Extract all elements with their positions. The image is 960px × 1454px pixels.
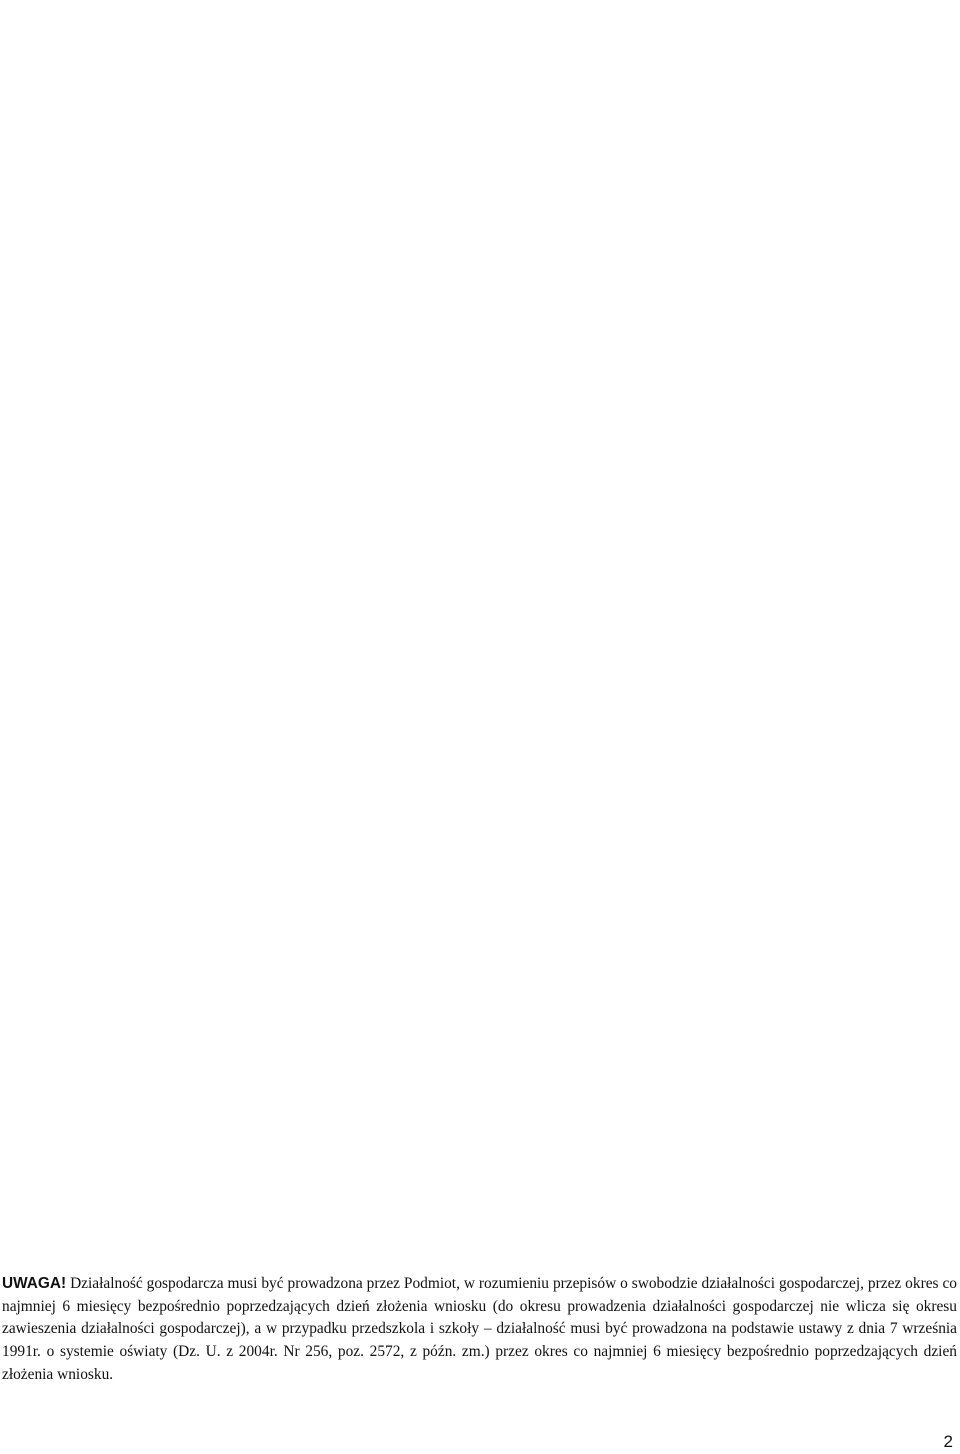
page-number: 2 (943, 1432, 953, 1451)
notice-text: Działalność gospodarcza musi być prowadzona przez Podmiot, w rozumieniu przepisów o swobodzie działalności gospodarczej, przez okres co najmniej 6 miesięcy bezpośrednio poprzedzających dzień złożenia wniosku (do okresu prowadzenia działalności gospodarczej nie wlicza się okresu zawieszenia działalności gospodarczej), a w przypadku przedszkola i szkoły – działalność musi być prowadzona na podstawie ustawy z dnia 7 września 1991r. o systemie oświaty (Dz. U. z 2004r. Nr 256, poz. 2572, z późn. zm.) przez okres co najmniej 6 miesięcy bezpośrednio poprzedzających dzień złożenia wniosku. (2, 1275, 957, 1383)
notice-paragraph (2, 1273, 957, 1387)
notice-heading: UWAGA! (2, 1275, 67, 1292)
